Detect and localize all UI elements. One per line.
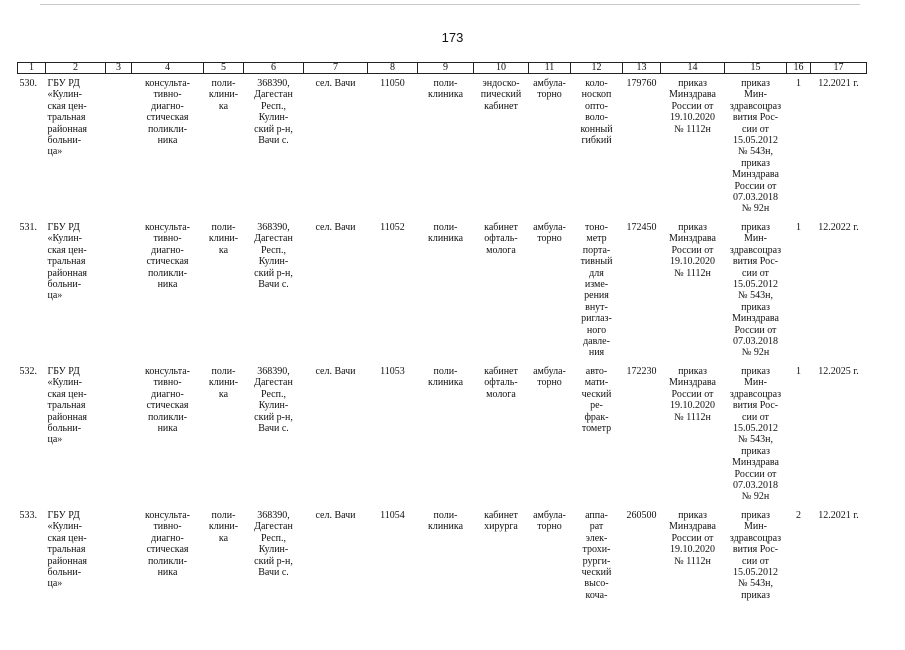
col-15-header: 15 [725, 63, 787, 74]
cabinet: кабинет офталь- молога [484, 222, 518, 256]
column-number-row [18, 63, 867, 74]
address: 368390, Дагестан Респ., Кулин- ский р-н, Вачи с. [254, 222, 293, 291]
settlement: сел. Вачи [315, 366, 356, 377]
cabinet: кабинет офталь- молога [484, 366, 518, 400]
department: поли- клиника [427, 366, 464, 389]
subdivision-type: консульта- тивно- диагно- стическая поликли- ника [145, 366, 190, 435]
care-mode: амбула- торно [533, 510, 566, 533]
quantity: 2 [796, 510, 801, 521]
col-10-header: 10 [474, 63, 529, 74]
row-number: 531. [19, 222, 37, 233]
subdivision-type: консульта- тивно- диагно- стическая поликли- ника [145, 222, 190, 291]
col-2-header: 2 [46, 63, 106, 74]
order-reference: приказ Минздрава России от 19.10.2020 № 1112н [669, 510, 716, 567]
equipment-code: 172450 [626, 222, 657, 233]
due-date: 12.2021 г. [818, 78, 859, 89]
standards-reference: приказ Мин- здравсоцраз вития Рос- сии от 15.05.2012 № 543н, приказ Минздрава России от 07.03.2018 № 92н [729, 222, 782, 359]
code: 11054 [380, 510, 405, 521]
unit-type: поли- клини- ка [208, 222, 239, 256]
col-8-header: 8 [368, 63, 418, 74]
unit-type: поли- клини- ка [208, 366, 239, 400]
standards-reference: приказ Мин- здравсоцраз вития Рос- сии от 15.05.2012 № 543н, приказ Минздрава России от 07.03.2018 № 92н [729, 78, 782, 215]
page-number: 173 [441, 30, 464, 45]
order-reference: приказ Минздрава России от 19.10.2020 № 1112н [669, 78, 716, 135]
col-13-header: 13 [623, 63, 661, 74]
col-11-header: 11 [529, 63, 571, 74]
row-number: 532. [19, 366, 37, 377]
table-row [18, 218, 867, 362]
col-1-header: 1 [18, 63, 46, 74]
organization-name: ГБУ РД «Кулин- ская цен- тральная районная больни- ца» [47, 78, 88, 158]
care-mode: амбула- торно [533, 222, 566, 245]
cabinet: кабинет хирурга [484, 510, 518, 533]
row-number: 530. [19, 78, 37, 89]
col-17-header: 17 [811, 63, 867, 74]
code: 11050 [380, 78, 405, 89]
unit-type: поли- клини- ка [208, 78, 239, 112]
col-3-header: 3 [106, 63, 132, 74]
subdivision-type: консульта- тивно- диагно- стическая поликли- ника [145, 78, 190, 147]
due-date: 12.2021 г. [818, 510, 859, 521]
col-16-header: 16 [787, 63, 811, 74]
address: 368390, Дагестан Респ., Кулин- ский р-н, Вачи с. [254, 510, 293, 579]
empty-cell [106, 74, 132, 219]
equipment-code: 179760 [626, 78, 657, 89]
table-row [18, 362, 867, 506]
col-5-header: 5 [204, 63, 244, 74]
department: поли- клиника [427, 78, 464, 101]
organization-name: ГБУ РД «Кулин- ская цен- тральная районная больни- ца» [47, 222, 88, 302]
due-date: 12.2025 г. [818, 366, 859, 377]
code: 11052 [380, 222, 405, 233]
settlement: сел. Вачи [315, 78, 356, 89]
order-reference: приказ Минздрава России от 19.10.2020 № 1112н [669, 366, 716, 423]
settlement: сел. Вачи [315, 222, 356, 233]
equipment-name: коло- носкоп опто- воло- конный гибкий [580, 78, 613, 147]
organization-name: ГБУ РД «Кулин- ская цен- тральная районная больни- ца» [47, 366, 88, 446]
col-7-header: 7 [304, 63, 368, 74]
equipment-name: тоно- метр порта- тивный для изме- рения внут- риглаз- ного давле- ния [580, 222, 613, 359]
col-12-header: 12 [571, 63, 623, 74]
subdivision-type: консульта- тивно- диагно- стическая поликли- ника [145, 510, 190, 579]
quantity: 1 [796, 78, 801, 89]
empty-cell [106, 506, 132, 650]
quantity: 1 [796, 222, 801, 233]
department: поли- клиника [427, 222, 464, 245]
row-number: 533. [19, 510, 37, 521]
table-row [18, 74, 867, 219]
col-14-header: 14 [661, 63, 725, 74]
settlement: сел. Вачи [315, 510, 356, 521]
department: поли- клиника [427, 510, 464, 533]
standards-reference: приказ Мин- здравсоцраз вития Рос- сии от 15.05.2012 № 543н, приказ [729, 510, 782, 601]
table-row [18, 506, 867, 650]
care-mode: амбула- торно [533, 78, 566, 101]
equipment-code: 260500 [626, 510, 657, 521]
care-mode: амбула- торно [533, 366, 566, 389]
equipment-code: 172230 [626, 366, 657, 377]
address: 368390, Дагестан Респ., Кулин- ский р-н, Вачи с. [254, 78, 293, 147]
equipment-name: аппа- рат элек- трохи- рурги- ческий высо- коча- [581, 510, 612, 601]
equipment-register-table [17, 62, 867, 650]
col-4-header: 4 [132, 63, 204, 74]
organization-name: ГБУ РД «Кулин- ская цен- тральная районная больни- ца» [47, 510, 88, 590]
code: 11053 [380, 366, 405, 377]
due-date: 12.2022 г. [818, 222, 859, 233]
unit-type: поли- клини- ка [208, 510, 239, 544]
quantity: 1 [796, 366, 801, 377]
empty-cell [106, 362, 132, 506]
col-9-header: 9 [418, 63, 474, 74]
empty-cell [106, 218, 132, 362]
scan-top-edge [40, 4, 860, 5]
order-reference: приказ Минздрава России от 19.10.2020 № 1112н [669, 222, 716, 279]
cabinet: эндоско- пический кабинет [480, 78, 522, 112]
equipment-name: авто- мати- ческий ре- фрак- тометр [581, 366, 612, 435]
standards-reference: приказ Мин- здравсоцраз вития Рос- сии от 15.05.2012 № 543н, приказ Минздрава России от 07.03.2018 № 92н [729, 366, 782, 503]
col-6-header: 6 [244, 63, 304, 74]
address: 368390, Дагестан Респ., Кулин- ский р-н, Вачи с. [254, 366, 293, 435]
